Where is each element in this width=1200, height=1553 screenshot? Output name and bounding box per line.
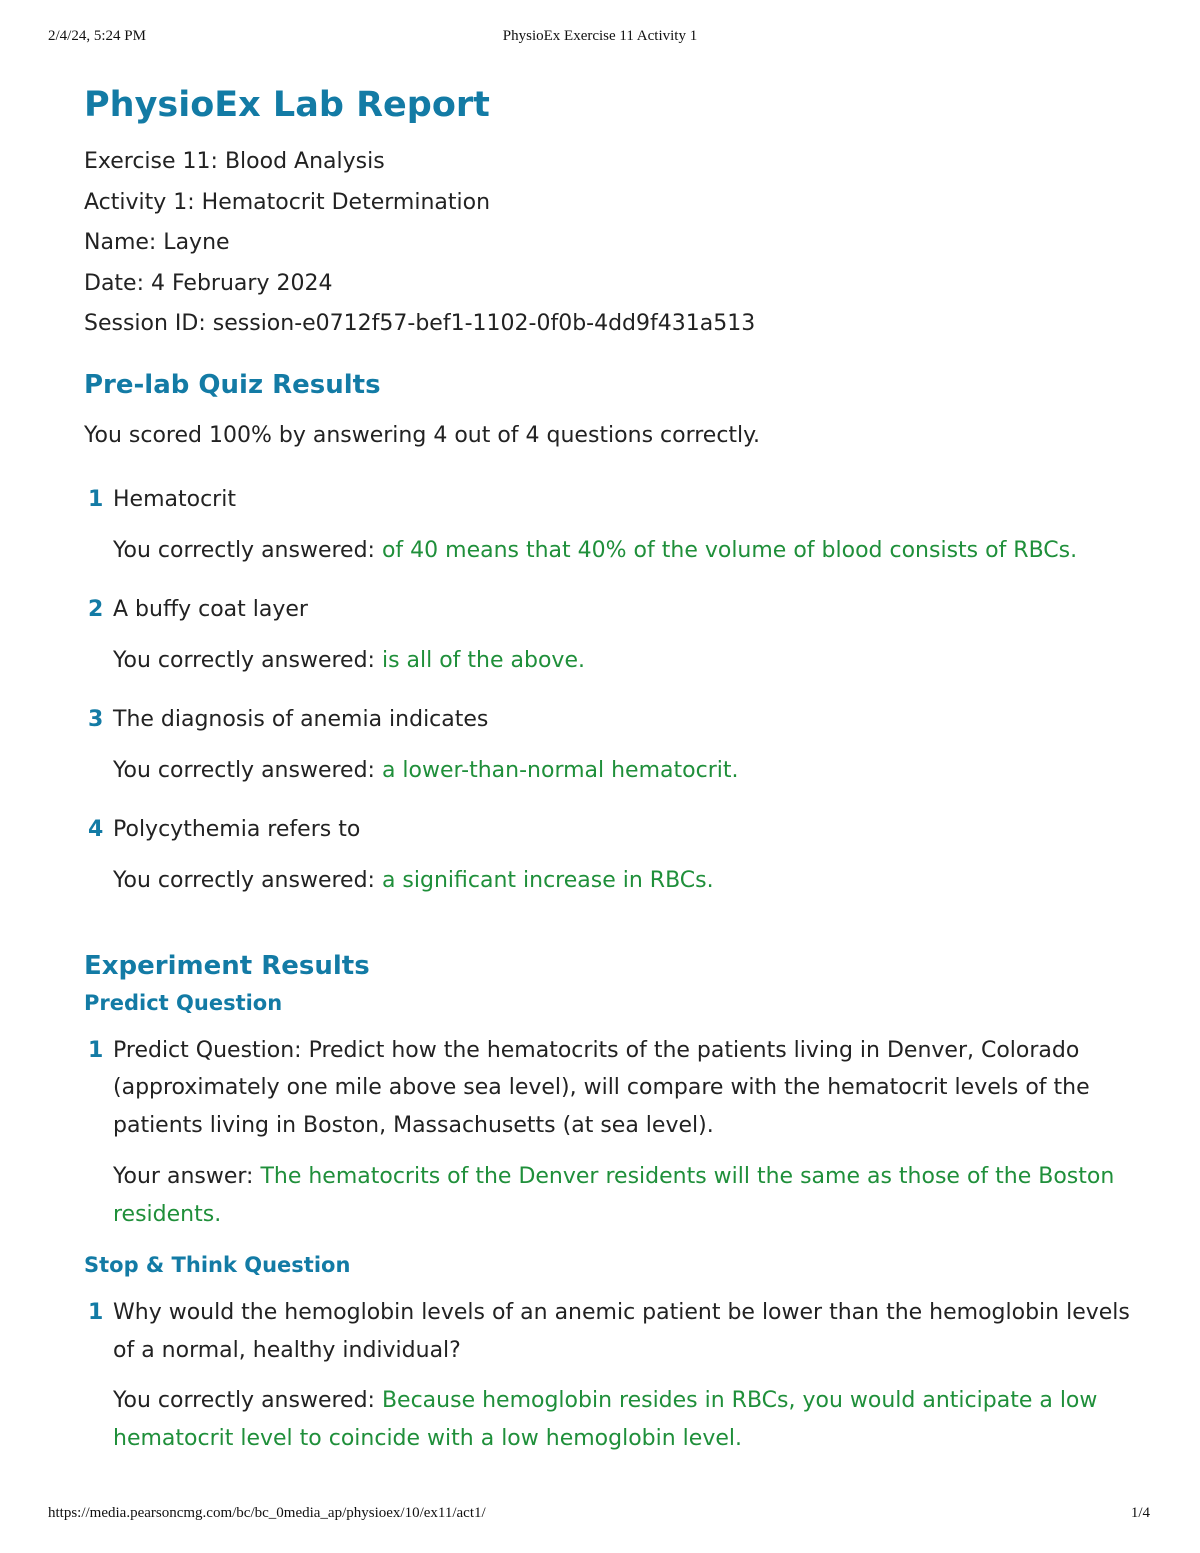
question-number: 1 (88, 1037, 104, 1063)
question-text: Why would the hemoglobin levels of an anemic patient be lower than the hemoglobin levels of a normal, healthy individual? (113, 1300, 1130, 1363)
print-doc-title: PhysioEx Exercise 11 Activity 1 (502, 28, 698, 44)
stop-think-answer (84, 1382, 1144, 1457)
question-number: 1 (88, 486, 104, 512)
answer-text: a lower-than-normal hematocrit. (381, 758, 739, 783)
answer-text: a significant increase in RBCs. (381, 868, 714, 893)
print-footer (0, 1505, 1200, 1525)
stop-think-question (84, 1294, 1144, 1369)
print-datetime: 2/4/24, 5:24 PM (48, 28, 146, 44)
date-line: Date: 4 February 2024 (84, 270, 333, 296)
question-number: 2 (88, 596, 104, 622)
answer-text: is all of the above. (381, 648, 585, 673)
report-meta (84, 142, 1144, 345)
stop-think-heading: Stop & Think Question (84, 1253, 351, 1277)
predict-heading: Predict Question (84, 990, 283, 1015)
quiz-answer (84, 752, 1144, 790)
quiz-question (84, 481, 1144, 519)
quiz-question (84, 701, 1144, 739)
answer-prefix: You correctly answered: (113, 868, 382, 893)
print-header (0, 28, 1200, 48)
quiz-answer (84, 532, 1144, 570)
question-text: The diagnosis of anemia indicates (113, 706, 489, 732)
page-title: PhysioEx Lab Report (84, 85, 490, 125)
predict-answer (84, 1158, 1144, 1233)
quiz-score: You scored 100% by answering 4 out of 4 questions correctly. (84, 422, 761, 448)
answer-text: of 40 means that 40% of the volume of blood consists of RBCs. (381, 538, 1078, 563)
answer-text: The hematocrits of the Denver residents will the same as those of the Boston residents. (113, 1164, 1115, 1227)
predict-question (84, 1032, 1144, 1145)
question-number: 1 (88, 1300, 104, 1325)
question-text: Predict Question: Predict how the hematocrits of the patients living in Denver, Colorado (approximately one mile above sea level), will compare with the hematocrit levels of the patients living in Boston, Massachusetts (at sea level). (113, 1037, 1090, 1138)
activity-line: Activity 1: Hematocrit Determination (84, 189, 491, 215)
experiment-heading: Experiment Results (84, 950, 370, 981)
answer-prefix: You correctly answered: (113, 648, 382, 673)
answer-prefix: You correctly answered: (113, 1388, 382, 1413)
question-number: 3 (88, 706, 104, 732)
quiz-question (84, 591, 1144, 629)
answer-text: Because hemoglobin resides in RBCs, you would anticipate a low hematocrit level to coincide with a low hemoglobin level. (113, 1388, 1098, 1451)
print-page-number: 1/4 (1130, 1505, 1150, 1521)
exercise-line: Exercise 11: Blood Analysis (84, 149, 385, 174)
answer-prefix: Your answer: (113, 1164, 261, 1189)
name-line: Name: Layne (84, 230, 230, 255)
quiz-answer (84, 862, 1144, 900)
answer-prefix: You correctly answered: (113, 538, 382, 563)
session-id-line: Session ID: session-e0712f57-bef1-1102-0f0b-4dd9f431a513 (84, 311, 756, 336)
question-text: Hematocrit (113, 486, 236, 512)
quiz-question (84, 811, 1144, 849)
quiz-answer (84, 642, 1144, 680)
report-content (84, 80, 1144, 1457)
question-text: Polycythemia refers to (113, 816, 361, 842)
prelab-heading: Pre-lab Quiz Results (84, 369, 381, 400)
question-text: A buffy coat layer (113, 596, 308, 622)
question-number: 4 (88, 816, 104, 842)
answer-prefix: You correctly answered: (113, 758, 382, 783)
print-url: https://media.pearsoncmg.com/bc/bc_0media_ap/physioex/10/ex11/act1/ (48, 1505, 486, 1521)
